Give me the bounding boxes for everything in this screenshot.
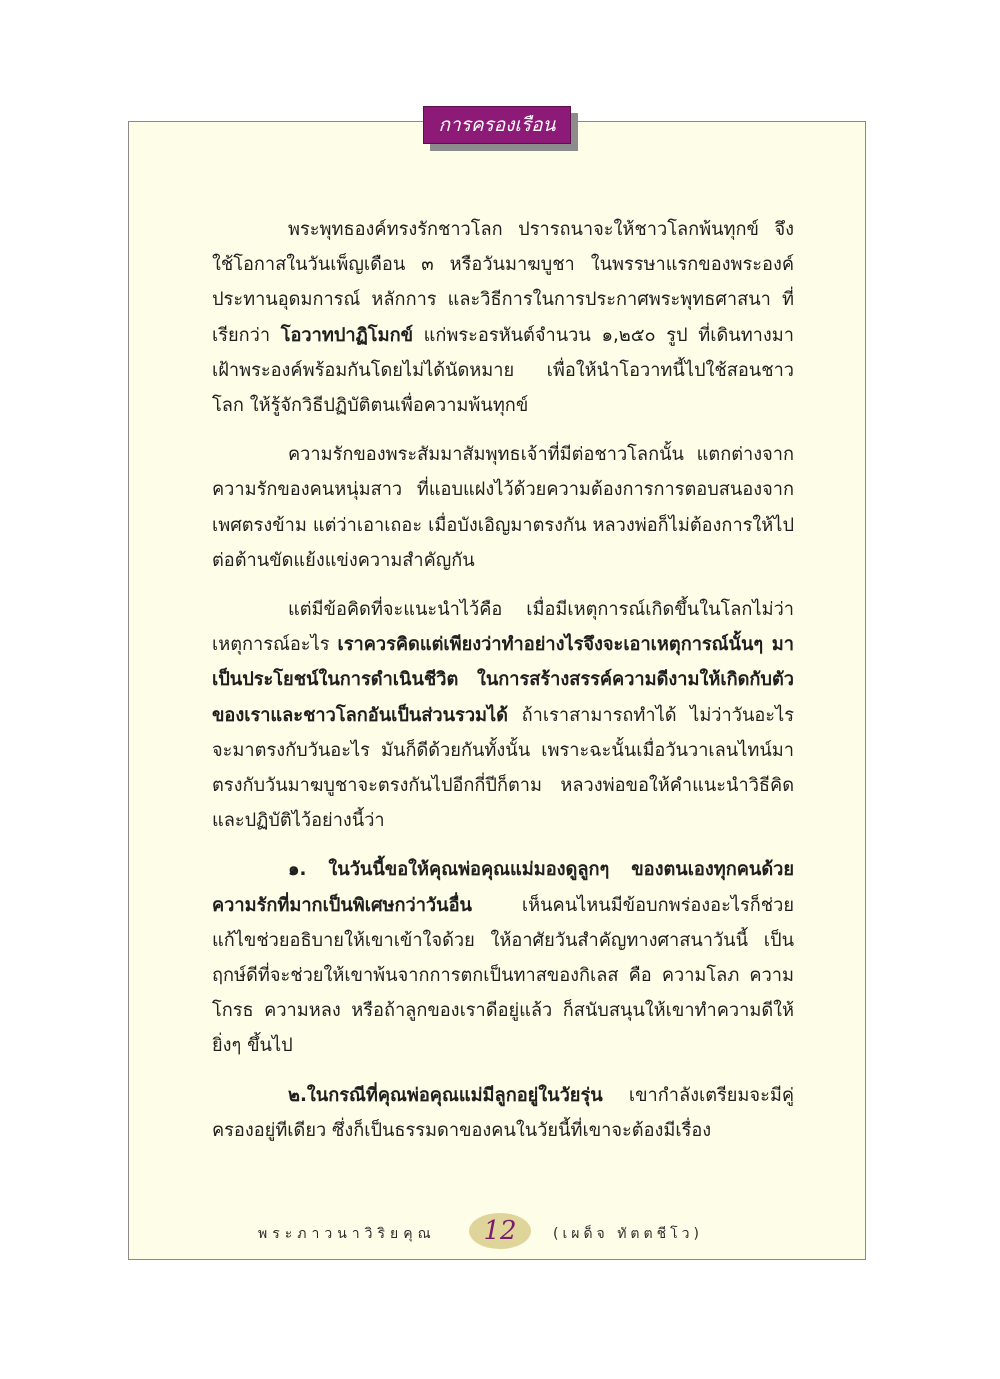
paragraph: [212, 852, 794, 1063]
footer-author: (เผด็จ ทัตตชีโว): [553, 1226, 703, 1242]
text-run: เห็นคนไหนมีข้อบกพร่องอะไรก็ช่วยแก้ไขช่วยอธิบายให้เขาเข้าใจด้วย ให้อาศัยวันสำคัญทางศาสนาวันนี้ เป็นฤกษ์ดีที่จะช่วยให้เขาพ้นจากการตกเป็นทาสของกิเลส คือ ความโลภ ความโกรธ ความหลง หรือถ้าลูกของเราดีอยู่แล้ว ก็สนับสนุนให้เขาทำความดีให้ยิ่งๆ ขึ้นไป: [212, 894, 794, 1057]
text-run: แก่พระอรหันต์จำนวน ๑,๒๕๐ รูป ที่เดินทางมาเฝ้าพระองค์พร้อมกันโดยไม่ได้นัดหมาย เพื่อให้นำโอวาทนี้ไปใช้สอนชาวโลก ให้รู้จักวิธีปฏิบัติตนเพื่อความพ้นทุกข์: [212, 324, 794, 417]
text-run: พระพุทธองค์ทรงรักชาวโลก ปรารถนาจะให้ชาวโลกพ้นทุกข์ จึงใช้โอกาสในวันเพ็ญเดือน ๓ หรือวันมาฆบูชา ในพรรษาแรกของพระองค์ประทานอุดมการณ์ หลักการ และวิธีการในการประกาศพระพุทธศาสนา ที่เรียกว่า: [212, 219, 794, 346]
text-run: ถ้าเราสามารถทำได้ ไม่ว่าวันอะไรจะมาตรงกับวันอะไร มันก็ดีด้วยกันทั้งนั้น เพราะฉะนั้นเมื่อวันวาเลนไทน์มาตรงกับวันมาฆบูชาจะตรงกันไปอีกกี่ปีก็ตาม หลวงพ่อขอให้คำแนะนำวิธีคิดและปฏิบัติไว้อย่างนี้ว่า: [212, 704, 794, 832]
chapter-tag: การครองเรือน: [423, 106, 571, 144]
text-run: ความรักของพระสัมมาสัมพุทธเจ้าที่มีต่อชาวโลกนั้น แตกต่างจากความรักของคนหนุ่มสาว ที่แอบแฝงไว้ด้วยความต้องการการตอบสนองจากเพศตรงข้าม แต่ว่าเอาเถอะ เมื่อบังเอิญมาตรงกัน หลวงพ่อก็ไม่ต้องการให้ไปต่อต้านขัดแย้งแข่งความสำคัญกัน: [212, 444, 794, 571]
paragraph: [212, 212, 794, 423]
footer-book-title: พระภาวนาวิริยคุณ: [258, 1226, 436, 1242]
text-run-bold: โอวาทปาฏิโมกข์: [280, 324, 414, 346]
paragraph: [212, 1078, 794, 1148]
text-run-bold: ๒.ในกรณีที่คุณพ่อคุณแม่มีลูกอยู่ในวัยรุ่น: [288, 1084, 603, 1106]
text-run: แต่มีข้อคิดที่จะแนะนำไว้คือ เมื่อมีเหตุการณ์เกิดขึ้นในโลกไม่ว่าเหตุการณ์อะไร: [212, 599, 794, 656]
paragraph: [212, 437, 794, 578]
paragraph: [212, 592, 794, 838]
text-run-bold: เราควรคิดแต่เพียงว่าทำอย่างไรจึงจะเอาเหตุการณ์นั้นๆ มาเป็นประโยชน์ในการดำเนินชีวิต ในการสร้างสรรค์ความดีงามให้เกิดกับตัวของเราและชาวโลกอันเป็นส่วนรวมได้: [212, 634, 794, 726]
page-footer: [0, 1212, 1000, 1252]
text-run-bold: ๑. ในวันนี้ขอให้คุณพ่อคุณแม่มองดูลูกๆ ของตนเองทุกคนด้วยความรักที่มากเป็นพิเศษกว่าวันอื่น: [212, 859, 794, 916]
body-text: [212, 212, 794, 1162]
text-run: เขากำลังเตรียมจะมีคู่ครองอยู่ทีเดียว ซึ่งก็เป็นธรรมดาของคนในวัยนี้ที่เขาจะต้องมีเรื่อง: [212, 1084, 794, 1141]
page-number: 12: [469, 1213, 531, 1249]
